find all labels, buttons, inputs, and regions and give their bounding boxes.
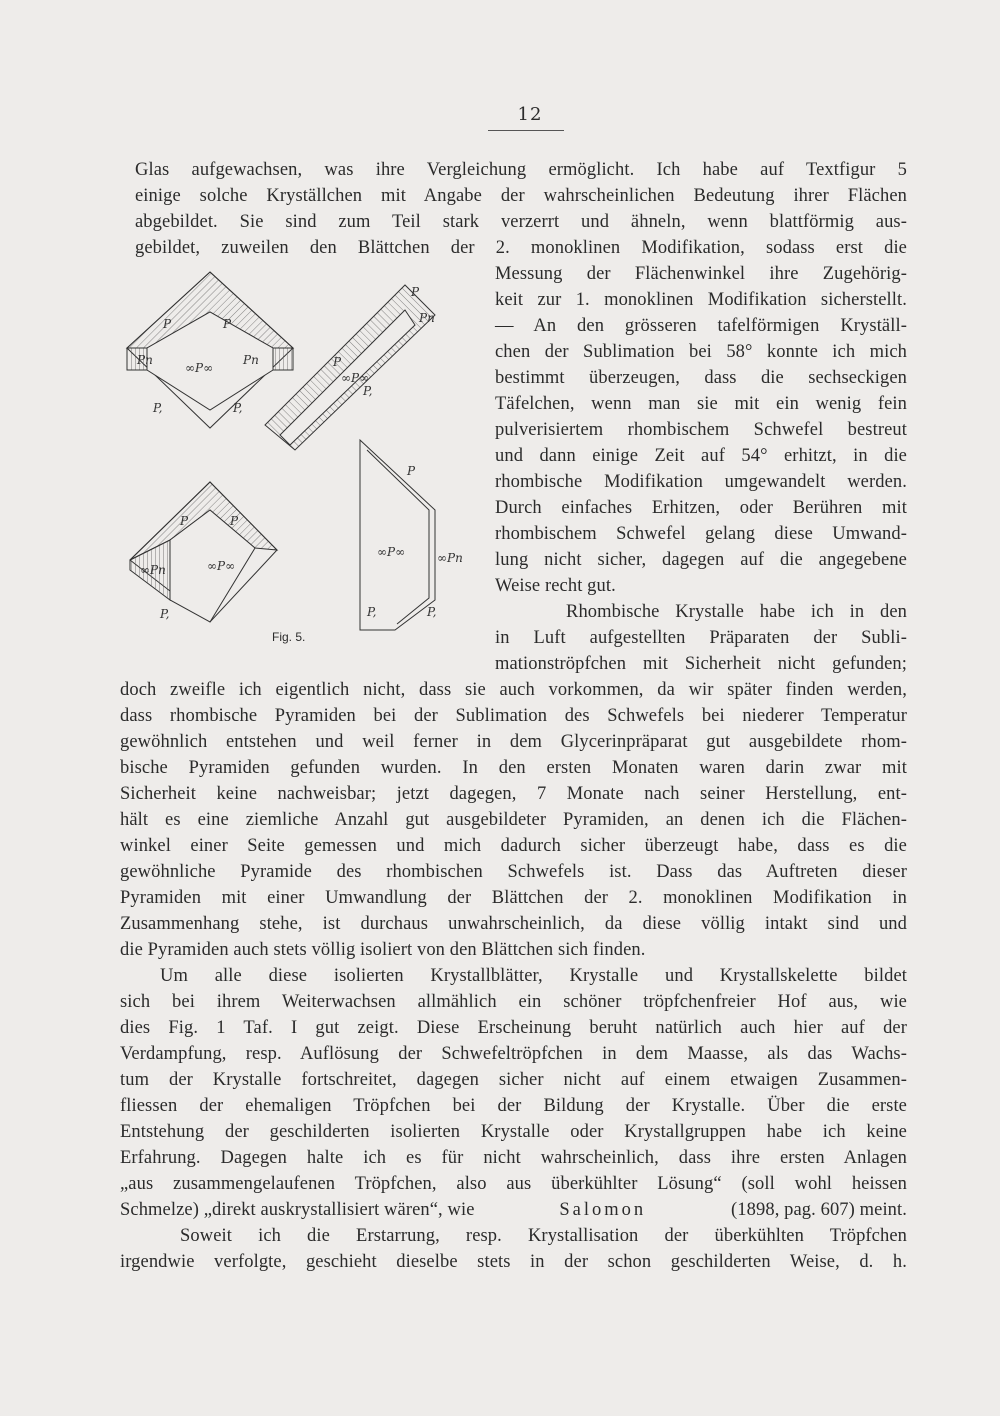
text-line: Täfelchen, wenn man sie mit ein wenig fein: [495, 394, 907, 414]
text-line: Um alle diese isolierten Krystallblätter, Krystalle und Krystallskelette bildet: [160, 966, 907, 986]
label-p: P: [230, 514, 239, 528]
text-line: Sicherheit keine nachweisbar; jetzt dagegen, 7 Monate nach seiner Herstellung, ent-: [120, 784, 907, 804]
label-p-prime: P,: [160, 607, 170, 621]
label-p-prime: P,: [427, 605, 437, 619]
page-number-rule: [488, 130, 564, 131]
page-number: 12: [517, 104, 543, 125]
label-p-prime: P,: [367, 605, 377, 619]
text-line: rhombische Modifikation umgewandelt werden.: [495, 472, 907, 492]
label-p: P: [180, 514, 189, 528]
text-fragment: Schmelze) „direkt auskrystallisiert wären“, wie: [120, 1200, 475, 1220]
figure-caption: Fig. 5.: [272, 630, 306, 644]
text-line: dass rhombische Pyramiden bei der Sublimation des Schwefels bei niederer Temperatur: [120, 706, 907, 726]
crystal-figure: [115, 270, 485, 650]
text-line: pulverisiertem rhombischem Schwefel bestreut: [495, 420, 907, 440]
text-line: — An den grösseren tafelförmigen Kryställ-: [495, 316, 907, 336]
text-line: chen der Sublimation bei 58° konnte ich mich: [495, 342, 907, 362]
text-line: tum der Krystalle fortschreitet, dagegen sicher nicht auf einem etwaigen Zusammen-: [120, 1070, 907, 1090]
text-line: gebildet, zuweilen den Blättchen der 2. monoklinen Modifikation, sodass erst die: [135, 238, 907, 258]
text-line: fliessen der ehemaligen Tröpfchen bei der Bildung der Krystalle. Über die erste: [120, 1096, 907, 1116]
text-line: mationströpfchen mit Sicherheit nicht gefunden;: [495, 654, 907, 674]
text-line: abgebildet. Sie sind zum Teil stark verzerrt und ähneln, wenn blattförmig aus-: [135, 212, 907, 232]
text-line: in Luft aufgestellten Präparaten der Subli-: [495, 628, 907, 648]
text-line: Entstehung der geschilderten isolierten Krystalle oder Krystallgruppen habe ich keine: [120, 1122, 907, 1142]
label-inf-p: ∞P∞: [207, 559, 236, 573]
text-line: dies Fig. 1 Taf. I gut zeigt. Diese Erscheinung beruht natürlich auch hier auf der: [120, 1018, 907, 1038]
label-p: P: [163, 317, 172, 331]
crystal-drawings: [115, 270, 485, 650]
citation-author: Salomon: [559, 1200, 647, 1220]
label-p-prime: P,: [233, 401, 243, 415]
crystal-4: [360, 440, 435, 630]
text-line: winkel einer Seite gemessen und mich dadurch sicher überzeugt habe, dass es die: [120, 836, 907, 856]
text-line: bestimmt überzeugen, dass die sechseckigen: [495, 368, 907, 388]
label-inf-p: ∞P∞: [185, 361, 214, 375]
text-line: lung nicht sicher, dagegen auf die angegebene: [495, 550, 907, 570]
crystal-1: [127, 272, 293, 428]
text-line: gewöhnliche Pyramide des rhombischen Schwefels ist. Dass das Auftreten dieser: [120, 862, 907, 882]
label-pn: Pn: [419, 311, 435, 325]
text-line: hält es eine ziemliche Anzahl gut ausgebildeter Pyramiden, an denen ich die Flächen-: [120, 810, 907, 830]
label-p: P: [333, 355, 342, 369]
label-pn: Pn: [137, 353, 153, 367]
text-line: sich bei ihrem Weiterwachsen allmählich ein schöner tröpfchenfreier Hof aus, wie: [120, 992, 907, 1012]
text-line: irgendwie verfolgte, geschieht dieselbe stets in der schon geschilderten Weise, d. h.: [120, 1252, 907, 1272]
text-line: doch zweifle ich eigentlich nicht, dass sie auch vorkommen, da wir später finden werden,: [120, 680, 907, 700]
label-inf-pn: ∞Pn: [437, 551, 463, 565]
label-p: P: [411, 285, 420, 299]
text-line: Erfahrung. Dagegen halte ich es für nicht wahrscheinlich, dass ihre ersten Anlagen: [120, 1148, 907, 1168]
label-p: P: [223, 317, 232, 331]
label-p-prime: P,: [153, 401, 163, 415]
label-inf-pn: ∞Pn: [140, 563, 166, 577]
text-line: und dann einige Zeit auf 54° erhitzt, in die: [495, 446, 907, 466]
text-line: Pyramiden mit einer Umwandlung der Blättchen der 2. monoklinen Modifikation in: [120, 888, 907, 908]
text-line: die Pyramiden auch stets völlig isoliert von den Blättchen sich finden.: [120, 940, 646, 960]
text-line-with-citation: [120, 1197, 907, 1223]
text-line: Verdampfung, resp. Auflösung der Schwefeltröpfchen in dem Maasse, als das Wachs-: [120, 1044, 907, 1064]
text-line: Weise recht gut.: [495, 576, 616, 596]
text-line: „aus zusammengelaufenen Tröpfchen, also aus überkühlter Lösung“ (soll wohl heissen: [120, 1174, 907, 1194]
text-line: Messung der Flächenwinkel ihre Zugehörig-: [495, 264, 907, 284]
label-p-prime: P,: [363, 384, 373, 398]
text-line: Durch einfaches Erhitzen, oder Berühren mit: [495, 498, 907, 518]
label-inf-p: ∞P∞: [341, 371, 370, 385]
crystal-3: [130, 482, 277, 622]
text-line: bische Pyramiden gefunden wurden. In den ersten Monaten waren darin zwar mit: [120, 758, 907, 778]
text-line: Glas aufgewachsen, was ihre Vergleichung ermöglicht. Ich habe auf Textfigur 5: [135, 160, 907, 180]
text-line: Soweit ich die Erstarrung, resp. Krystallisation der überkühlten Tröpfchen: [180, 1226, 907, 1246]
label-pn: Pn: [243, 353, 259, 367]
text-line: keit zur 1. monoklinen Modifikation sicherstellt.: [495, 290, 907, 310]
text-line: Rhombische Krystalle habe ich in den: [566, 602, 907, 622]
text-line: rhombischem Schwefel gelang diese Umwand-: [495, 524, 907, 544]
label-inf-p: ∞P∞: [377, 545, 406, 559]
text-line: gewöhnlich entstehen und weil ferner in dem Glycerinpräparat gut ausgebildete rhom-: [120, 732, 907, 752]
citation-ref: (1898, pag. 607) meint.: [731, 1200, 907, 1220]
label-p: P: [407, 464, 416, 478]
text-line: Zusammenhang stehe, ist durchaus unwahrscheinlich, da diese völlig intakt sind und: [120, 914, 907, 934]
text-line: einige solche Kryställchen mit Angabe der wahrscheinlichen Bedeutung ihrer Flächen: [135, 186, 907, 206]
